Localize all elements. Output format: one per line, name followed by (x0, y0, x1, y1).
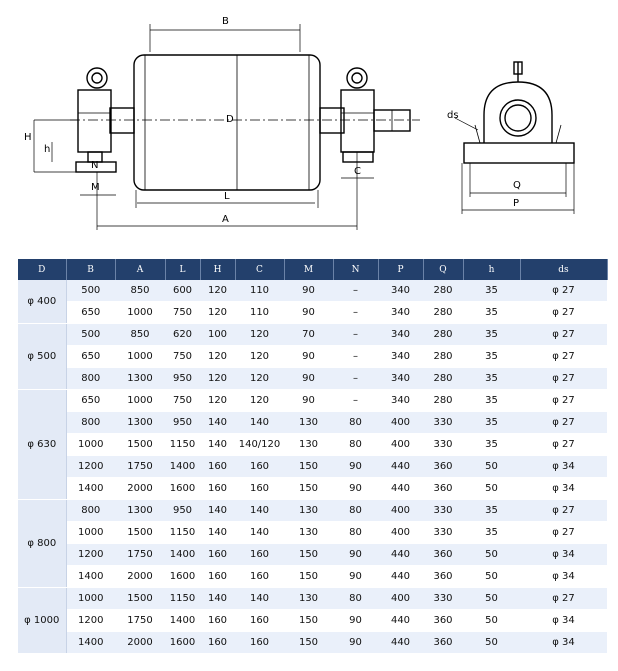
table-cell-m: 150 (284, 456, 333, 478)
table-cell-n: 90 (333, 632, 378, 654)
table-cell-c: 120 (235, 324, 284, 346)
table-cell-ds: φ 34 (520, 566, 607, 588)
table-cell-l: 620 (165, 324, 200, 346)
table-row (18, 544, 607, 566)
dimension-table (18, 259, 608, 654)
table-cell-a: 2000 (115, 478, 165, 500)
table-cell-ds: φ 27 (520, 302, 607, 324)
table-cell-h: 120 (200, 302, 235, 324)
table-row (18, 588, 607, 610)
table-cell-p: 400 (378, 522, 423, 544)
table-cell-h: 140 (200, 500, 235, 522)
table-cell-a: 1300 (115, 500, 165, 522)
table-cell-c: 120 (235, 346, 284, 368)
table-cell-l: 1150 (165, 588, 200, 610)
table-cell-n: – (333, 302, 378, 324)
table-cell-a: 1750 (115, 610, 165, 632)
table-cell-c: 140 (235, 500, 284, 522)
table-cell-a: 1300 (115, 368, 165, 390)
table-cell-c: 110 (235, 302, 284, 324)
table-cell-h: 35 (463, 412, 520, 434)
table-cell-n: 80 (333, 412, 378, 434)
header-h-upper: H (200, 259, 235, 280)
table-cell-l: 1400 (165, 610, 200, 632)
table-cell-c: 160 (235, 610, 284, 632)
table-cell-h: 50 (463, 544, 520, 566)
table-cell-b: 1000 (66, 434, 115, 456)
table-cell-h: 160 (200, 610, 235, 632)
table-cell-b: 500 (66, 280, 115, 302)
bearing-side-view (464, 143, 574, 163)
table-cell-b: 1400 (66, 478, 115, 500)
header-a: A (115, 259, 165, 280)
table-cell-q: 280 (423, 346, 463, 368)
dim-label-ds: ds (447, 110, 459, 121)
table-cell-c: 140 (235, 588, 284, 610)
table-cell-h: 35 (463, 324, 520, 346)
table-cell-h: 50 (463, 610, 520, 632)
table-cell-h: 35 (463, 500, 520, 522)
table-cell-h: 50 (463, 566, 520, 588)
table-row (18, 412, 607, 434)
table-cell-h: 120 (200, 390, 235, 412)
table-cell-a: 1000 (115, 302, 165, 324)
table-cell-ds: φ 27 (520, 522, 607, 544)
table-cell-h: 120 (200, 280, 235, 302)
table-cell-a: 2000 (115, 632, 165, 654)
table-cell-c: 160 (235, 544, 284, 566)
table-cell-h: 160 (200, 478, 235, 500)
table-cell-a: 1000 (115, 346, 165, 368)
table-cell-m: 150 (284, 566, 333, 588)
diameter-cell: φ 1000 (18, 588, 66, 654)
header-m: M (284, 259, 333, 280)
table-cell-m: 130 (284, 412, 333, 434)
table-cell-h: 120 (200, 346, 235, 368)
table-cell-l: 1150 (165, 434, 200, 456)
table-cell-l: 750 (165, 302, 200, 324)
table-cell-p: 340 (378, 390, 423, 412)
table-cell-m: 130 (284, 522, 333, 544)
table-row (18, 390, 607, 412)
table-cell-ds: φ 34 (520, 544, 607, 566)
table-cell-l: 950 (165, 500, 200, 522)
table-cell-q: 330 (423, 588, 463, 610)
dim-label-N: N (91, 160, 99, 171)
table-cell-m: 150 (284, 478, 333, 500)
table-cell-q: 330 (423, 522, 463, 544)
table-cell-ds: φ 34 (520, 456, 607, 478)
table-row (18, 324, 607, 346)
table-cell-p: 340 (378, 324, 423, 346)
table-row (18, 500, 607, 522)
table-row (18, 522, 607, 544)
table-cell-q: 330 (423, 412, 463, 434)
table-cell-c: 140 (235, 412, 284, 434)
table-cell-q: 280 (423, 280, 463, 302)
table-header-row (18, 259, 607, 280)
table-cell-q: 280 (423, 324, 463, 346)
dim-label-H: H (24, 132, 32, 143)
header-b: B (66, 259, 115, 280)
table-row (18, 610, 607, 632)
header-q: Q (423, 259, 463, 280)
table-cell-n: – (333, 324, 378, 346)
table-cell-l: 750 (165, 346, 200, 368)
table-cell-a: 1300 (115, 412, 165, 434)
table-cell-m: 70 (284, 324, 333, 346)
table-cell-ds: φ 34 (520, 610, 607, 632)
diameter-cell: φ 800 (18, 500, 66, 588)
table-cell-a: 1750 (115, 456, 165, 478)
table-cell-p: 440 (378, 544, 423, 566)
table-cell-m: 90 (284, 368, 333, 390)
table-cell-p: 440 (378, 478, 423, 500)
table-cell-n: – (333, 346, 378, 368)
table-cell-n: 80 (333, 500, 378, 522)
table-cell-n: – (333, 368, 378, 390)
pulley-technical-drawing (0, 0, 618, 250)
table-cell-b: 800 (66, 412, 115, 434)
table-cell-l: 1400 (165, 456, 200, 478)
table-cell-c: 110 (235, 280, 284, 302)
table-row (18, 566, 607, 588)
table-cell-a: 1750 (115, 544, 165, 566)
table-cell-c: 120 (235, 390, 284, 412)
table-cell-c: 120 (235, 368, 284, 390)
table-cell-l: 950 (165, 368, 200, 390)
table-cell-h: 140 (200, 522, 235, 544)
table-cell-m: 130 (284, 500, 333, 522)
table-row (18, 456, 607, 478)
table-cell-h: 35 (463, 368, 520, 390)
table-cell-p: 440 (378, 566, 423, 588)
table-cell-p: 340 (378, 368, 423, 390)
table-cell-a: 1500 (115, 522, 165, 544)
dim-label-A: A (222, 214, 229, 225)
dim-label-h: h (44, 144, 51, 155)
table-cell-c: 160 (235, 566, 284, 588)
table-cell-n: 90 (333, 478, 378, 500)
table-cell-q: 280 (423, 302, 463, 324)
right-bearing (341, 90, 374, 152)
table-cell-n: 90 (333, 544, 378, 566)
header-ds: ds (520, 259, 607, 280)
table-cell-b: 1400 (66, 632, 115, 654)
dim-label-B: B (222, 16, 229, 27)
table-cell-h: 35 (463, 280, 520, 302)
table-cell-q: 280 (423, 368, 463, 390)
table-cell-h: 50 (463, 588, 520, 610)
table-cell-h: 35 (463, 434, 520, 456)
table-cell-q: 360 (423, 478, 463, 500)
table-cell-h: 100 (200, 324, 235, 346)
header-l: L (165, 259, 200, 280)
table-cell-b: 1200 (66, 456, 115, 478)
table-cell-q: 360 (423, 632, 463, 654)
table-cell-l: 950 (165, 412, 200, 434)
table-cell-n: 90 (333, 610, 378, 632)
header-p: P (378, 259, 423, 280)
table-cell-h: 50 (463, 632, 520, 654)
table-cell-p: 400 (378, 500, 423, 522)
table-cell-q: 360 (423, 566, 463, 588)
table-row (18, 346, 607, 368)
table-row (18, 478, 607, 500)
table-cell-q: 360 (423, 456, 463, 478)
table-cell-l: 600 (165, 280, 200, 302)
table-cell-h: 160 (200, 566, 235, 588)
table-cell-h: 35 (463, 302, 520, 324)
table-cell-h: 50 (463, 456, 520, 478)
table-cell-h: 140 (200, 588, 235, 610)
table-cell-a: 1000 (115, 390, 165, 412)
dim-label-L: L (224, 191, 230, 202)
table-cell-p: 400 (378, 588, 423, 610)
table-cell-b: 1400 (66, 566, 115, 588)
diameter-cell: φ 630 (18, 390, 66, 500)
table-cell-l: 1400 (165, 544, 200, 566)
table-cell-m: 90 (284, 280, 333, 302)
table-cell-ds: φ 27 (520, 588, 607, 610)
table-cell-ds: φ 27 (520, 500, 607, 522)
table-cell-n: 80 (333, 588, 378, 610)
table-cell-a: 850 (115, 280, 165, 302)
table-cell-q: 360 (423, 610, 463, 632)
table-cell-ds: φ 27 (520, 390, 607, 412)
table-cell-c: 160 (235, 478, 284, 500)
table-cell-p: 440 (378, 456, 423, 478)
table-cell-p: 340 (378, 302, 423, 324)
dim-label-P: P (513, 198, 520, 209)
table-cell-h: 160 (200, 456, 235, 478)
table-cell-m: 130 (284, 588, 333, 610)
table-cell-p: 440 (378, 610, 423, 632)
table-cell-l: 1150 (165, 522, 200, 544)
table-cell-ds: φ 27 (520, 412, 607, 434)
dim-label-D: D (226, 114, 234, 125)
table-row (18, 280, 607, 302)
table-cell-h: 140 (200, 434, 235, 456)
table-cell-ds: φ 27 (520, 280, 607, 302)
table-cell-c: 140/120 (235, 434, 284, 456)
table-row (18, 368, 607, 390)
table-cell-h: 160 (200, 632, 235, 654)
diameter-cell: φ 500 (18, 324, 66, 390)
table-cell-ds: φ 27 (520, 346, 607, 368)
table-cell-c: 160 (235, 456, 284, 478)
table-cell-b: 1000 (66, 522, 115, 544)
table-cell-p: 400 (378, 412, 423, 434)
left-bearing (78, 90, 111, 152)
table-cell-l: 1600 (165, 566, 200, 588)
table-cell-n: 90 (333, 456, 378, 478)
table-cell-n: 90 (333, 566, 378, 588)
table-cell-b: 650 (66, 346, 115, 368)
table-cell-l: 750 (165, 390, 200, 412)
table-cell-h: 50 (463, 478, 520, 500)
table-cell-p: 400 (378, 434, 423, 456)
table-row (18, 632, 607, 654)
table-cell-q: 330 (423, 434, 463, 456)
table-cell-a: 850 (115, 324, 165, 346)
table-cell-p: 440 (378, 632, 423, 654)
header-d: D (18, 259, 66, 280)
table-cell-h: 35 (463, 390, 520, 412)
table-cell-m: 150 (284, 610, 333, 632)
table-cell-q: 330 (423, 500, 463, 522)
dim-label-C: C (354, 166, 361, 177)
table-cell-n: – (333, 280, 378, 302)
table-cell-m: 150 (284, 632, 333, 654)
table-cell-m: 90 (284, 390, 333, 412)
table-cell-c: 160 (235, 632, 284, 654)
table-cell-q: 280 (423, 390, 463, 412)
header-c: C (235, 259, 284, 280)
table-cell-ds: φ 27 (520, 324, 607, 346)
header-n: N (333, 259, 378, 280)
table-cell-b: 800 (66, 368, 115, 390)
table-cell-q: 360 (423, 544, 463, 566)
table-cell-n: – (333, 390, 378, 412)
table-row (18, 302, 607, 324)
table-cell-l: 1600 (165, 478, 200, 500)
header-h-lower: h (463, 259, 520, 280)
table-cell-ds: φ 27 (520, 434, 607, 456)
table-cell-b: 1000 (66, 588, 115, 610)
table-cell-m: 90 (284, 302, 333, 324)
table-cell-a: 1500 (115, 588, 165, 610)
table-cell-b: 650 (66, 390, 115, 412)
table-body (18, 280, 607, 654)
table-cell-b: 1200 (66, 610, 115, 632)
table-cell-b: 800 (66, 500, 115, 522)
table-cell-b: 500 (66, 324, 115, 346)
table-row (18, 434, 607, 456)
table-cell-p: 340 (378, 280, 423, 302)
table-cell-a: 1500 (115, 434, 165, 456)
dim-label-M: M (91, 182, 100, 193)
table-cell-n: 80 (333, 434, 378, 456)
table-cell-c: 140 (235, 522, 284, 544)
table-cell-h: 120 (200, 368, 235, 390)
table-cell-h: 160 (200, 544, 235, 566)
table-cell-b: 1200 (66, 544, 115, 566)
table-cell-h: 35 (463, 522, 520, 544)
table-cell-a: 2000 (115, 566, 165, 588)
table-cell-h: 35 (463, 346, 520, 368)
table-cell-m: 90 (284, 346, 333, 368)
table-cell-ds: φ 34 (520, 632, 607, 654)
table-cell-p: 340 (378, 346, 423, 368)
table-cell-m: 150 (284, 544, 333, 566)
dim-label-Q: Q (513, 180, 521, 191)
table-cell-h: 140 (200, 412, 235, 434)
table-cell-l: 1600 (165, 632, 200, 654)
diameter-cell: φ 400 (18, 280, 66, 324)
table-cell-m: 130 (284, 434, 333, 456)
table-cell-ds: φ 27 (520, 368, 607, 390)
table-cell-b: 650 (66, 302, 115, 324)
table-cell-ds: φ 34 (520, 478, 607, 500)
table-cell-n: 80 (333, 522, 378, 544)
